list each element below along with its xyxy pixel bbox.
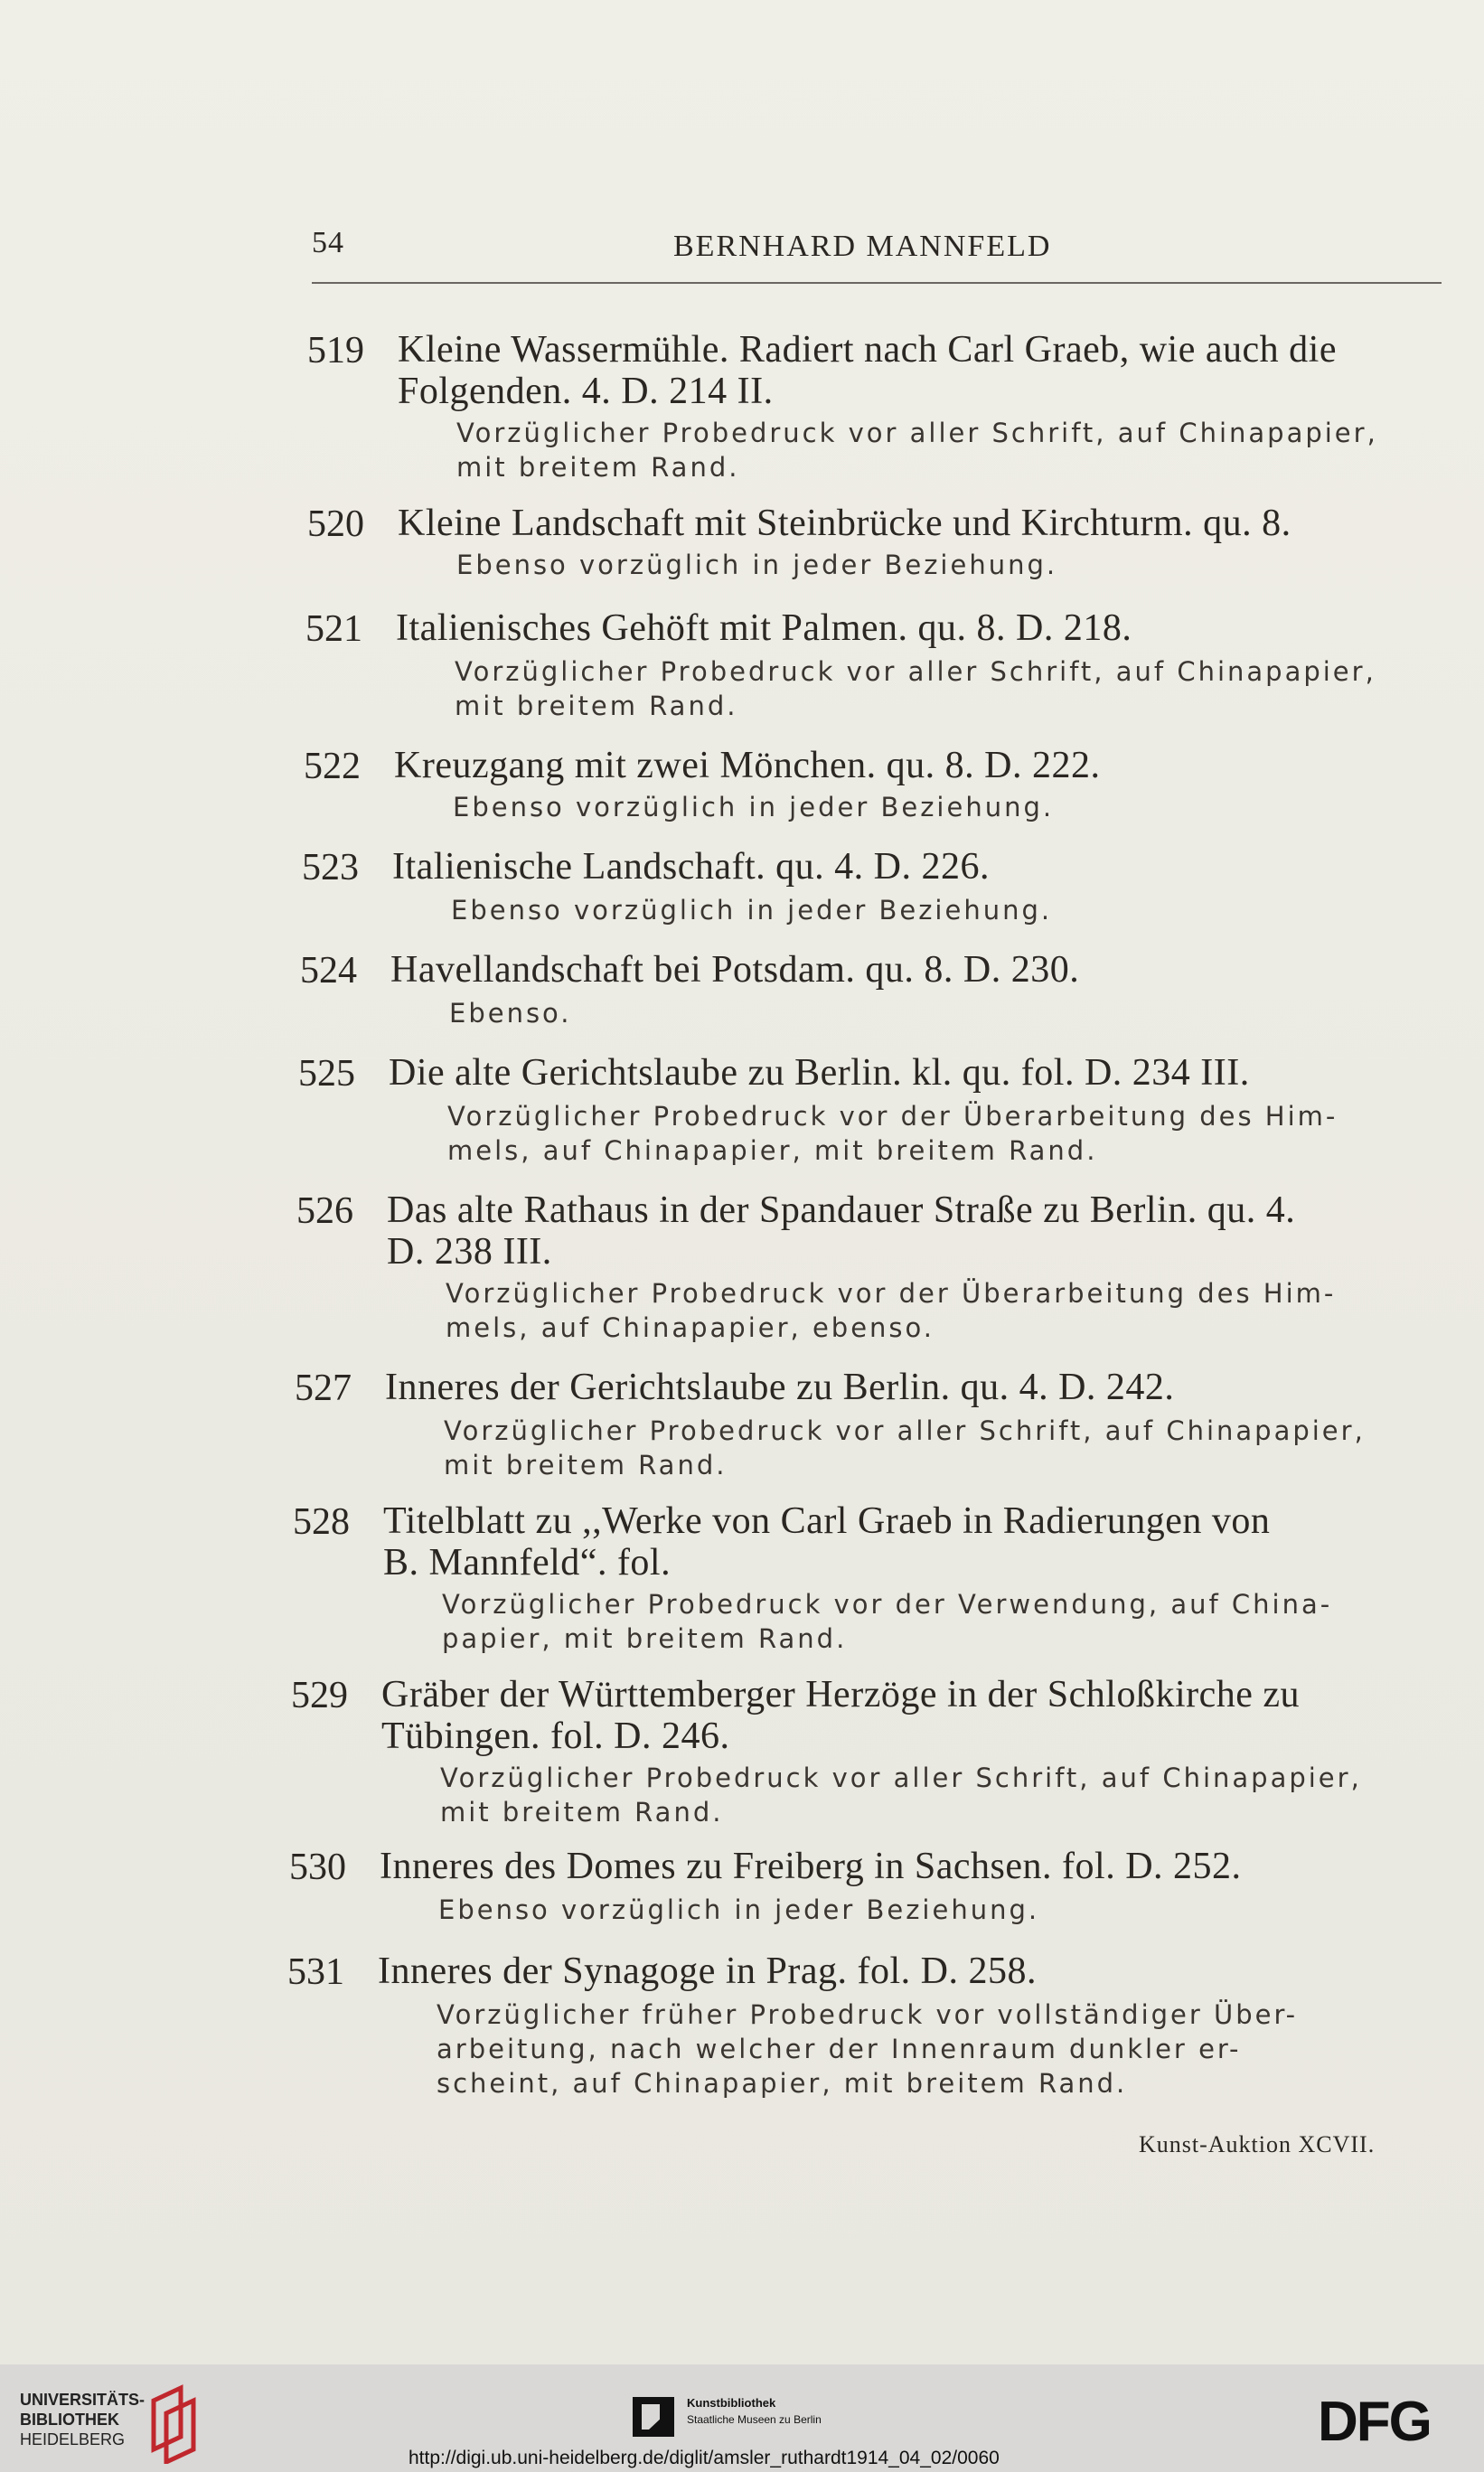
- kunstbibliothek-icon: [633, 2397, 674, 2437]
- header-rule: [312, 282, 1442, 284]
- catalog-entry: [291, 1674, 1439, 1837]
- library-line-2: BIBLIOTHEK: [20, 2411, 119, 2429]
- entry-title: Havellandschaft bei Potsdam. qu. 8. D. 230.: [390, 949, 1080, 991]
- entry-title: Kleine Wassermühle. Radiert nach Carl Graeb, wie auch die Folgenden. 4. D. 214 II.: [398, 329, 1337, 412]
- entry-number: 520: [307, 503, 364, 545]
- entry-description: Ebenso vorzüglich in jeder Beziehung.: [456, 550, 1058, 580]
- page-number: 54: [312, 226, 344, 259]
- entry-title: Italienisches Gehöft mit Palmen. qu. 8. D. 218.: [396, 607, 1132, 649]
- entry-number: 531: [287, 1951, 344, 1993]
- entry-number: 527: [295, 1368, 352, 1409]
- catalog-entry: [307, 329, 1455, 483]
- entry-number: 519: [307, 330, 364, 371]
- catalog-entry: [293, 1500, 1441, 1663]
- entry-number: 526: [296, 1190, 353, 1232]
- kunstbibliothek-logo[interactable]: [633, 2392, 859, 2442]
- entry-title: Kreuzgang mit zwei Mönchen. qu. 8. D. 222.: [394, 745, 1101, 786]
- catalog-entry: [287, 1950, 1435, 2113]
- kunstbibliothek-subtitle: Staatliche Museen zu Berlin: [687, 2413, 822, 2426]
- entry-number: 522: [304, 746, 361, 787]
- entry-title: Titelblatt zu ,,Werke von Carl Graeb in Radierungen von B. Mannfeld“. fol.: [383, 1500, 1271, 1584]
- entry-title: Die alte Gerichtslaube zu Berlin. kl. qu. fol. D. 234 III.: [389, 1052, 1250, 1094]
- entry-title: Inneres der Gerichtslaube zu Berlin. qu. 4. D. 242.: [385, 1367, 1175, 1408]
- entry-title: Italienische Landschaft. qu. 4. D. 226.: [392, 846, 990, 888]
- library-line-3: HEIDELBERG: [20, 2430, 126, 2449]
- entry-number: 525: [298, 1053, 355, 1095]
- entry-description: Ebenso vorzüglich in jeder Beziehung.: [438, 1894, 1040, 1925]
- entry-title: Gräber der Württemberger Herzöge in der Schloßkirche zu Tübingen. fol. D. 246.: [381, 1674, 1301, 1757]
- entry-number: 530: [289, 1847, 346, 1888]
- catalog-entry: [300, 949, 1448, 1039]
- catalog-entry: [302, 846, 1450, 936]
- dfg-logo[interactable]: DFG: [1318, 2391, 1431, 2453]
- entry-title: Inneres der Synagoge in Prag. fol. D. 258.: [378, 1950, 1038, 1992]
- entry-description: Vorzüglicher Probedruck vor aller Schrift, auf Chinapapier, mit breitem Rand.: [440, 1762, 1362, 1828]
- entry-title: Das alte Rathaus in der Spandauer Straße zu Berlin. qu. 4. D. 238 III.: [387, 1189, 1296, 1273]
- page-header: [312, 221, 1442, 284]
- catalog-entry: [304, 745, 1451, 835]
- entry-title: Kleine Landschaft mit Steinbrücke und Kirchturm. qu. 8.: [398, 503, 1291, 544]
- entry-description: Vorzüglicher Probedruck vor der Überarbeitung des Him- mels, auf Chinapapier, ebenso.: [446, 1278, 1337, 1343]
- library-line-1: UNIVERSITÄTS-: [20, 2391, 146, 2409]
- entry-title: Inneres des Domes zu Freiberg in Sachsen. fol. D. 252.: [380, 1846, 1242, 1887]
- entry-description: Ebenso vorzüglich in jeder Beziehung.: [451, 895, 1053, 926]
- catalog-entry: [307, 503, 1455, 593]
- digitization-footer-bar: [0, 2364, 1484, 2472]
- catalog-entry: [296, 1189, 1444, 1352]
- entry-number: 524: [300, 950, 357, 992]
- entry-description: Ebenso vorzüglich in jeder Beziehung.: [453, 792, 1055, 822]
- entry-description: Ebenso.: [449, 998, 572, 1029]
- catalog-entry: [289, 1846, 1437, 1945]
- entry-description: Vorzüglicher Probedruck vor der Überarbeitung des Him- mels, auf Chinapapier, mit breitem Rand.: [447, 1101, 1338, 1166]
- entry-description: Vorzüglicher Probedruck vor aller Schrift, auf Chinapapier, mit breitem Rand.: [456, 418, 1378, 483]
- catalog-entry: [295, 1367, 1442, 1493]
- auction-footer-note: Kunst-Auktion XCVII.: [1139, 2131, 1376, 2157]
- running-title: BERNHARD MANNFELD: [673, 230, 1052, 263]
- kunstbibliothek-name: Kunstbibliothek: [687, 2396, 776, 2410]
- entry-number: 529: [291, 1675, 348, 1716]
- university-library-label[interactable]: [20, 2390, 145, 2449]
- entry-number: 521: [305, 608, 362, 650]
- source-url-link[interactable]: http://digi.ub.uni-heidelberg.de/diglit/amsler_ruthardt1914_04_02/0060: [409, 2448, 1000, 2468]
- university-library-logo-icon[interactable]: [145, 2383, 210, 2464]
- catalog-entry: [305, 607, 1453, 725]
- catalog-entry: [298, 1052, 1446, 1179]
- entry-description: Vorzüglicher Probedruck vor der Verwendung, auf China- papier, mit breitem Rand.: [442, 1589, 1333, 1654]
- entry-description: Vorzüglicher Probedruck vor aller Schrift, auf Chinapapier, mit breitem Rand.: [455, 656, 1376, 721]
- entry-number: 528: [293, 1501, 350, 1543]
- entry-description: Vorzüglicher Probedruck vor aller Schrift, auf Chinapapier, mit breitem Rand.: [444, 1415, 1366, 1480]
- entry-description: Vorzüglicher früher Probedruck vor vollständiger Über- arbeitung, nach welcher der Innenraum dunkler er- scheint, auf Chinapapier, mit breitem Rand.: [437, 1999, 1299, 2099]
- entry-number: 523: [302, 847, 359, 888]
